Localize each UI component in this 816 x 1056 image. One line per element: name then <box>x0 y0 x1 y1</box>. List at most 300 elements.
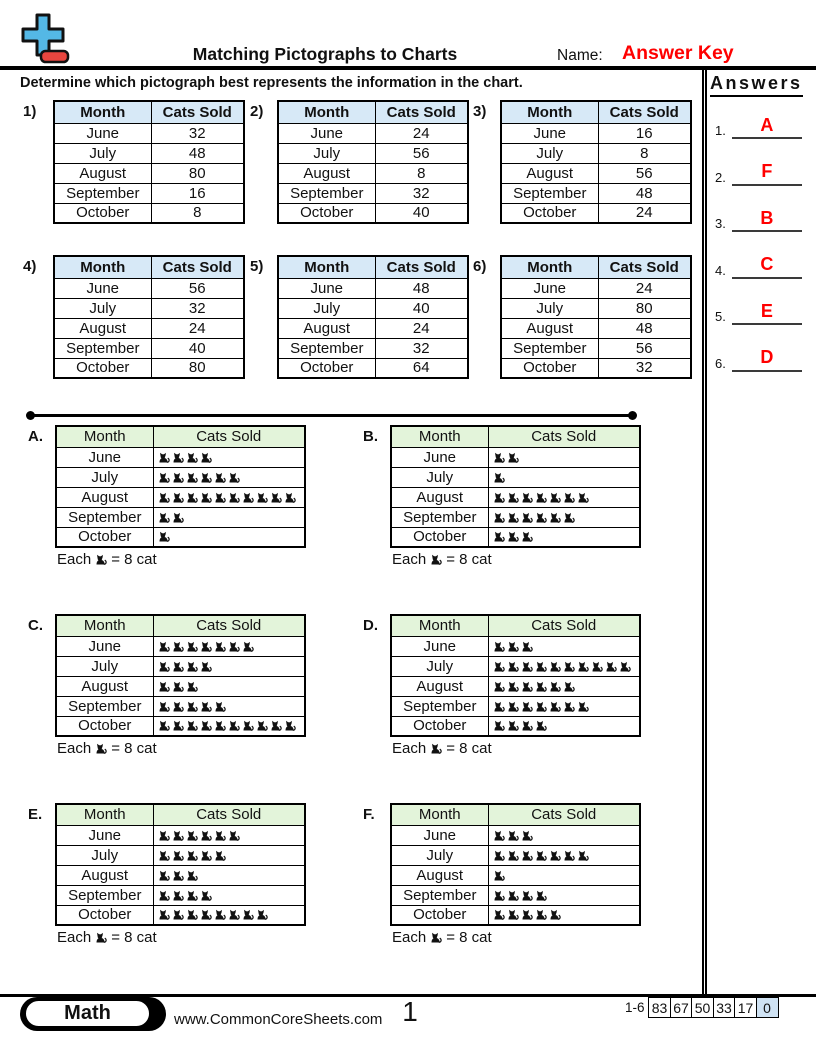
cat-icon <box>521 680 533 693</box>
cat-icon <box>521 700 533 713</box>
table-row <box>501 338 691 358</box>
month-cell: July <box>54 143 151 163</box>
month-cell: June <box>391 636 488 656</box>
cat-icon <box>200 451 212 464</box>
cat-icon <box>200 849 212 862</box>
cats-sold-column-header: Cats Sold <box>151 256 244 278</box>
table-row <box>391 885 640 905</box>
answer-letter: A <box>760 114 774 135</box>
month-cell: October <box>391 527 488 547</box>
header-rule <box>0 66 816 70</box>
month-column-header: Month <box>278 256 375 278</box>
cat-icon <box>95 553 107 566</box>
month-cell: October <box>56 716 153 736</box>
cat-icon <box>549 511 561 524</box>
month-cell: June <box>501 278 598 298</box>
month-cell: September <box>54 183 151 203</box>
month-cell: August <box>54 318 151 338</box>
cat-icon <box>535 908 547 921</box>
cat-icon <box>242 640 254 653</box>
table-row <box>56 656 305 676</box>
month-cell: October <box>56 527 153 547</box>
month-cell: June <box>54 278 151 298</box>
value-cell <box>153 676 305 696</box>
score-boxes <box>650 997 779 1018</box>
table-row <box>391 527 640 547</box>
value-cell <box>488 527 640 547</box>
score-cell: 0 <box>756 997 779 1018</box>
header-row <box>56 615 305 636</box>
cat-icon <box>521 889 533 902</box>
cats-sold-column-header: Cats Sold <box>598 256 691 278</box>
month-column-header: Month <box>56 426 153 447</box>
value-cell <box>153 845 305 865</box>
month-cats-table <box>500 255 692 379</box>
table-row <box>56 527 305 547</box>
cat-icon <box>172 491 184 504</box>
table-row <box>501 358 691 378</box>
table-row <box>391 865 640 885</box>
answer-item <box>715 205 802 232</box>
cat-icon <box>158 829 170 842</box>
pictograph-letter: C. <box>28 617 43 634</box>
value-cell: 32 <box>375 338 468 358</box>
cat-icon <box>507 530 519 543</box>
table-row <box>56 676 305 696</box>
cat-icon <box>158 680 170 693</box>
table-row <box>54 298 244 318</box>
table-row <box>501 163 691 183</box>
value-cell <box>488 487 640 507</box>
answer-key-text: Answer Key <box>622 42 734 64</box>
table-row <box>56 905 305 925</box>
cat-icon <box>158 640 170 653</box>
math-badge <box>20 997 166 1031</box>
month-cell: August <box>501 318 598 338</box>
pictograph-table <box>390 425 641 548</box>
cat-icon <box>493 680 505 693</box>
cat-icon <box>172 700 184 713</box>
answer-item <box>715 159 802 186</box>
answer-letter: E <box>760 300 773 321</box>
month-cell: September <box>278 183 375 203</box>
month-cell: September <box>391 507 488 527</box>
header-row <box>278 256 468 278</box>
cat-icon <box>214 719 226 732</box>
month-cell: October <box>278 203 375 223</box>
cat-icon <box>186 680 198 693</box>
table-row <box>391 487 640 507</box>
month-cell: August <box>501 163 598 183</box>
cat-icon <box>158 530 170 543</box>
cat-icon <box>270 491 282 504</box>
cats-sold-column-header: Cats Sold <box>488 615 640 636</box>
table-row <box>54 143 244 163</box>
month-cell: August <box>56 487 153 507</box>
cat-icon <box>95 742 107 755</box>
cats-sold-column-header: Cats Sold <box>488 804 640 825</box>
cat-icon <box>242 491 254 504</box>
cat-icon <box>158 451 170 464</box>
cats-sold-column-header: Cats Sold <box>153 615 305 636</box>
cat-icon <box>158 719 170 732</box>
cat-icon <box>172 511 184 524</box>
cat-icon <box>507 849 519 862</box>
value-cell: 40 <box>375 298 468 318</box>
value-cell: 64 <box>375 358 468 378</box>
cats-sold-column-header: Cats Sold <box>375 256 468 278</box>
answer-number: 6. <box>715 355 726 371</box>
key-suffix: = 8 cat <box>446 929 492 946</box>
answer-blank <box>732 114 802 139</box>
value-cell: 8 <box>375 163 468 183</box>
cat-icon <box>284 491 296 504</box>
cat-icon <box>493 869 505 882</box>
cat-icon <box>158 700 170 713</box>
cat-icon <box>186 471 198 484</box>
cat-icon <box>521 640 533 653</box>
cat-icon <box>200 640 212 653</box>
answer-item <box>715 252 802 279</box>
table-row <box>278 143 468 163</box>
cat-icon <box>158 849 170 862</box>
cat-icon <box>549 700 561 713</box>
month-column-header: Month <box>501 256 598 278</box>
cat-icon <box>214 471 226 484</box>
cat-icon <box>95 931 107 944</box>
value-cell <box>488 447 640 467</box>
cat-icon <box>591 660 603 673</box>
cat-icon <box>214 640 226 653</box>
month-cell: July <box>391 845 488 865</box>
cat-icon <box>256 908 268 921</box>
table-row <box>278 123 468 143</box>
value-cell: 56 <box>598 163 691 183</box>
cat-icon <box>493 849 505 862</box>
month-cats-table <box>53 100 245 224</box>
table-row <box>278 338 468 358</box>
month-cell: October <box>391 905 488 925</box>
key-suffix: = 8 cat <box>111 740 157 757</box>
cat-icon <box>200 908 212 921</box>
value-cell: 16 <box>598 123 691 143</box>
table-row <box>278 163 468 183</box>
month-cell: July <box>501 143 598 163</box>
cat-icon <box>172 471 184 484</box>
month-cell: October <box>54 358 151 378</box>
pictograph-letter: D. <box>363 617 378 634</box>
month-cell: June <box>54 123 151 143</box>
table-row <box>501 203 691 223</box>
month-cats-table <box>53 255 245 379</box>
table-row <box>54 278 244 298</box>
chart-number: 2) <box>250 103 264 120</box>
month-cell: September <box>501 338 598 358</box>
table-row <box>278 298 468 318</box>
value-cell <box>488 825 640 845</box>
month-cell: July <box>391 467 488 487</box>
month-cell: October <box>501 203 598 223</box>
table-row <box>278 203 468 223</box>
table-row <box>278 183 468 203</box>
chart-number: 4) <box>23 258 37 275</box>
cat-icon <box>563 491 575 504</box>
divider-dot-right <box>628 411 637 420</box>
month-cell: September <box>501 183 598 203</box>
month-cats-table <box>500 100 692 224</box>
cat-icon <box>200 471 212 484</box>
cat-icon <box>521 829 533 842</box>
cat-icon <box>493 511 505 524</box>
table-row <box>391 845 640 865</box>
key-prefix: Each <box>392 551 427 568</box>
month-cell: July <box>54 298 151 318</box>
cat-icon <box>228 471 240 484</box>
cat-icon <box>535 660 547 673</box>
chart-number: 6) <box>473 258 487 275</box>
value-cell <box>488 716 640 736</box>
table-row <box>54 203 244 223</box>
cat-icon <box>172 908 184 921</box>
cat-icon <box>521 530 533 543</box>
section-divider <box>28 414 635 417</box>
cat-icon <box>493 908 505 921</box>
answer-item <box>715 298 802 325</box>
key-prefix: Each <box>57 551 92 568</box>
chart-number: 5) <box>250 258 264 275</box>
cats-sold-column-header: Cats Sold <box>375 101 468 123</box>
value-cell <box>488 636 640 656</box>
cat-icon <box>200 491 212 504</box>
pictograph-table <box>55 803 306 926</box>
answer-letter: D <box>760 347 774 368</box>
month-cell: June <box>391 825 488 845</box>
answer-blank <box>732 253 802 278</box>
table-row <box>56 636 305 656</box>
cat-icon <box>214 829 226 842</box>
value-cell <box>153 487 305 507</box>
cat-icon <box>172 660 184 673</box>
month-cell: September <box>56 696 153 716</box>
cat-icon <box>172 849 184 862</box>
table-row <box>278 278 468 298</box>
cat-icon <box>172 889 184 902</box>
value-cell <box>488 696 640 716</box>
value-cell <box>153 865 305 885</box>
math-badge-label: Math <box>25 1000 150 1027</box>
table-row <box>391 716 640 736</box>
cat-icon <box>172 869 184 882</box>
table-row <box>54 163 244 183</box>
cat-icon <box>270 719 282 732</box>
cat-icon <box>214 849 226 862</box>
cat-icon <box>186 451 198 464</box>
table-row <box>391 656 640 676</box>
answer-letter: B <box>760 207 774 228</box>
score-cell: 50 <box>691 997 714 1018</box>
cats-sold-column-header: Cats Sold <box>151 101 244 123</box>
value-cell: 32 <box>375 183 468 203</box>
month-cell: October <box>278 358 375 378</box>
cat-icon <box>563 660 575 673</box>
cat-icon <box>256 491 268 504</box>
answer-number: 2. <box>715 169 726 185</box>
pictograph-letter: F. <box>363 806 375 823</box>
name-label: Name: <box>557 47 603 64</box>
value-cell <box>488 905 640 925</box>
cat-icon <box>507 660 519 673</box>
month-cell: July <box>278 143 375 163</box>
month-cell: August <box>391 676 488 696</box>
key-prefix: Each <box>392 929 427 946</box>
table-row <box>56 825 305 845</box>
answers-panel <box>702 70 816 995</box>
cat-icon <box>521 511 533 524</box>
month-cats-table <box>277 255 469 379</box>
value-cell <box>488 865 640 885</box>
month-cell: August <box>278 318 375 338</box>
chart-number: 3) <box>473 103 487 120</box>
table-row <box>391 467 640 487</box>
value-cell <box>153 885 305 905</box>
key-suffix: = 8 cat <box>446 551 492 568</box>
month-column-header: Month <box>391 426 488 447</box>
cat-icon <box>521 719 533 732</box>
pictograph-key <box>57 551 157 568</box>
cat-icon <box>605 660 617 673</box>
value-cell: 24 <box>598 278 691 298</box>
table-row <box>501 123 691 143</box>
value-cell: 48 <box>598 318 691 338</box>
cat-icon <box>535 700 547 713</box>
value-cell <box>488 507 640 527</box>
table-row <box>56 845 305 865</box>
answer-number: 1. <box>715 123 726 138</box>
month-cell: October <box>391 716 488 736</box>
divider-dot-left <box>26 411 35 420</box>
month-cell: September <box>391 696 488 716</box>
cat-icon <box>507 829 519 842</box>
month-cell: June <box>278 278 375 298</box>
pictograph-key <box>392 929 492 946</box>
cat-icon <box>521 491 533 504</box>
table-row <box>56 885 305 905</box>
cat-icon <box>186 849 198 862</box>
header-row <box>501 101 691 123</box>
cat-icon <box>284 719 296 732</box>
answer-number: 5. <box>715 309 726 324</box>
value-cell: 24 <box>375 318 468 338</box>
cat-icon <box>172 829 184 842</box>
pictograph-letter: B. <box>363 428 378 445</box>
cat-icon <box>549 908 561 921</box>
cat-icon <box>228 829 240 842</box>
table-row <box>391 676 640 696</box>
pictograph-table <box>55 614 306 737</box>
score-cell: 17 <box>734 997 757 1018</box>
cat-icon <box>563 849 575 862</box>
cat-icon <box>228 491 240 504</box>
header-row <box>501 256 691 278</box>
table-row <box>391 696 640 716</box>
value-cell: 80 <box>598 298 691 318</box>
cat-icon <box>507 511 519 524</box>
month-column-header: Month <box>56 804 153 825</box>
cat-icon <box>493 889 505 902</box>
table-row <box>501 143 691 163</box>
cat-icon <box>521 849 533 862</box>
cat-icon <box>563 511 575 524</box>
worksheet-title: Matching Pictographs to Charts <box>192 44 458 64</box>
month-column-header: Month <box>54 101 151 123</box>
cats-sold-column-header: Cats Sold <box>488 426 640 447</box>
month-cell: July <box>501 298 598 318</box>
pictograph-key <box>57 740 157 757</box>
cat-icon <box>507 908 519 921</box>
value-cell: 56 <box>598 338 691 358</box>
table-row <box>501 298 691 318</box>
answers-title: Answers <box>710 73 803 97</box>
month-cell: August <box>278 163 375 183</box>
instruction-text: Determine which pictograph best represents the information in the chart. <box>20 75 523 91</box>
pictograph-key <box>392 740 492 757</box>
cat-icon <box>214 700 226 713</box>
cat-icon <box>214 491 226 504</box>
cat-icon <box>507 719 519 732</box>
value-cell <box>153 447 305 467</box>
table-row <box>391 636 640 656</box>
month-cell: June <box>278 123 375 143</box>
cat-icon <box>430 742 442 755</box>
value-cell <box>153 507 305 527</box>
month-cell: September <box>54 338 151 358</box>
value-cell: 32 <box>151 298 244 318</box>
month-column-header: Month <box>501 101 598 123</box>
month-cell: October <box>54 203 151 223</box>
cat-icon <box>172 680 184 693</box>
cat-icon <box>535 889 547 902</box>
table-row <box>56 716 305 736</box>
answer-letter: C <box>760 254 774 275</box>
cat-icon <box>214 908 226 921</box>
cat-icon <box>493 491 505 504</box>
month-cell: June <box>56 825 153 845</box>
cat-icon <box>577 849 589 862</box>
cat-icon <box>493 530 505 543</box>
header-row <box>391 615 640 636</box>
key-prefix: Each <box>57 740 92 757</box>
pictograph-key <box>392 551 492 568</box>
cat-icon <box>535 719 547 732</box>
value-cell: 32 <box>151 123 244 143</box>
cat-icon <box>256 719 268 732</box>
table-row <box>54 123 244 143</box>
cat-icon <box>563 680 575 693</box>
value-cell: 48 <box>375 278 468 298</box>
cat-icon <box>507 700 519 713</box>
table-row <box>391 825 640 845</box>
cat-icon <box>549 680 561 693</box>
pictograph-letter: A. <box>28 428 43 445</box>
plus-minus-icon <box>16 6 70 66</box>
table-row <box>56 865 305 885</box>
cat-icon <box>172 451 184 464</box>
table-row <box>56 467 305 487</box>
month-cats-table <box>277 100 469 224</box>
value-cell: 80 <box>151 358 244 378</box>
cat-icon <box>563 700 575 713</box>
cat-icon <box>493 660 505 673</box>
